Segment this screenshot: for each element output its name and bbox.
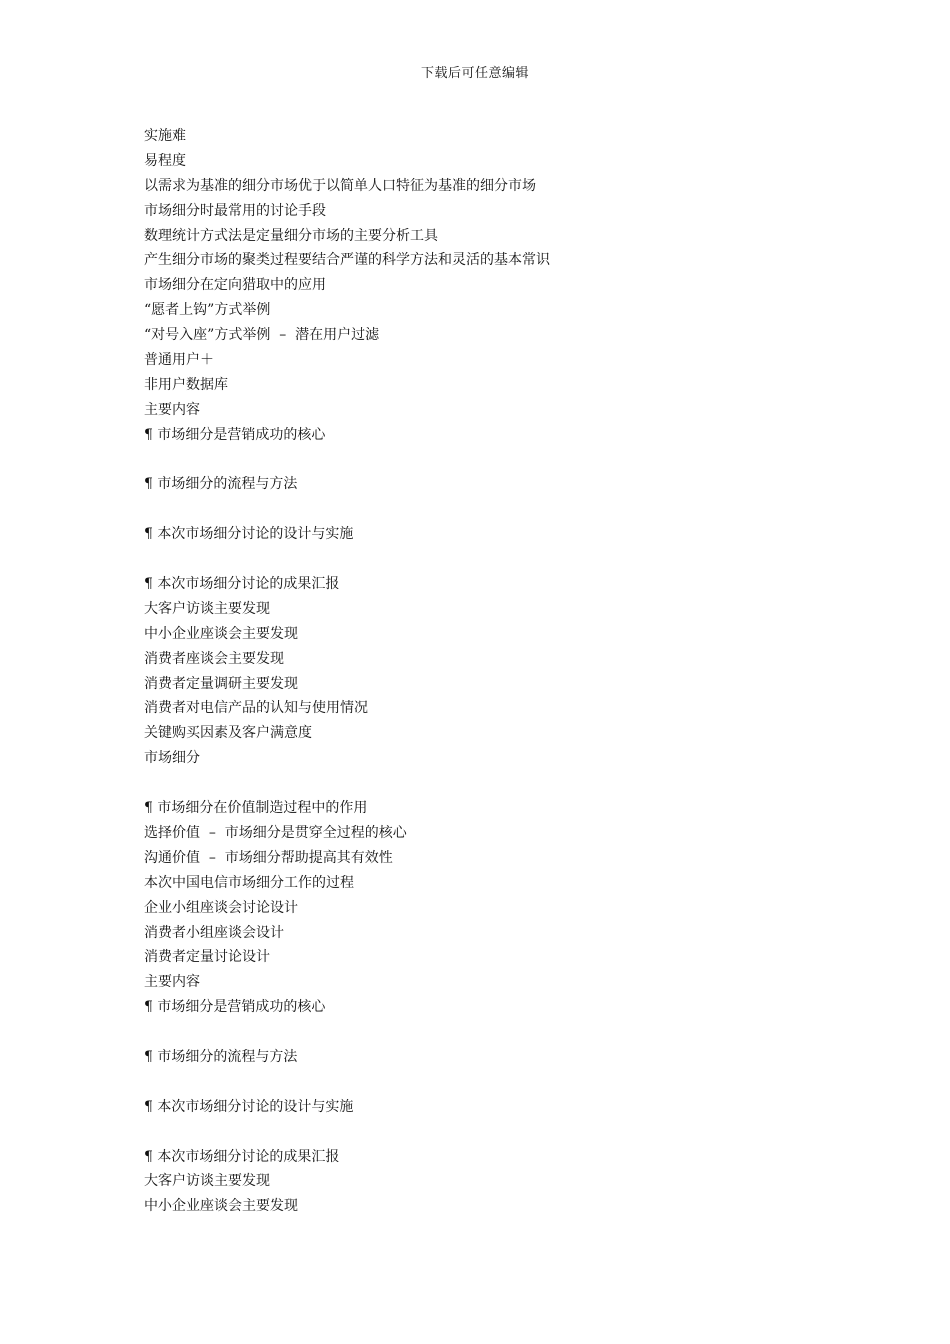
text-line: 消费者小组座谈会设计 xyxy=(144,924,284,941)
page-header: 下载后可任意编辑 xyxy=(420,66,529,81)
text-line: ¶ 本次市场细分讨论的成果汇报 xyxy=(144,576,340,593)
text-line: 大客户访谈主要发现 xyxy=(144,1173,270,1190)
text-line: 实施难 xyxy=(144,128,186,144)
text-line: 消费者定量讨论设计 xyxy=(144,949,270,966)
text-line: 市场细分 xyxy=(144,750,200,767)
text-line: 主要内容 xyxy=(144,974,200,991)
text-line: 消费者对电信产品的认知与使用情况 xyxy=(144,700,368,717)
text-line: “愿者上钩”方式举例 xyxy=(144,302,271,319)
text-line xyxy=(144,448,844,473)
text-line xyxy=(144,1120,844,1145)
text-line: ¶ 本次市场细分讨论的成果汇报 xyxy=(144,1148,340,1165)
text-line xyxy=(144,547,844,572)
text-line: ¶ 市场细分在价值制造过程中的作用 xyxy=(144,800,368,817)
text-line xyxy=(144,497,844,522)
text-line: 市场细分时最常用的讨论手段 xyxy=(144,202,326,219)
text-line: 非用户数据库 xyxy=(144,376,228,393)
text-line: 沟通价值 – 市场细分帮助提高其有效性 xyxy=(144,849,393,866)
text-line: ¶ 市场细分是营销成功的核心 xyxy=(144,999,326,1016)
text-line: ¶ 市场细分是营销成功的核心 xyxy=(144,426,326,443)
text-line: 选择价值 – 市场细分是贯穿全过程的核心 xyxy=(144,824,407,841)
text-line xyxy=(144,1020,844,1045)
text-line: 企业小组座谈会讨论设计 xyxy=(144,899,298,916)
text-line: 本次中国电信市场细分工作的过程 xyxy=(144,874,354,891)
text-line xyxy=(144,771,844,796)
text-line: 消费者定量调研主要发现 xyxy=(144,675,298,692)
document-body xyxy=(144,124,844,1219)
text-line: 产生细分市场的聚类过程要结合严谨的科学方法和灵活的基本常识 xyxy=(144,252,550,269)
text-line: ¶ 市场细分的流程与方法 xyxy=(144,1048,298,1065)
text-line: 市场细分在定向猎取中的应用 xyxy=(144,277,326,294)
text-line: 主要内容 xyxy=(144,401,200,418)
text-line: 以需求为基准的细分市场优于以简单人口特征为基准的细分市场 xyxy=(144,177,536,194)
text-line: ¶ 本次市场细分讨论的设计与实施 xyxy=(144,526,354,543)
text-line: “对号入座”方式举例 – 潜在用户过滤 xyxy=(144,327,380,344)
text-line: ¶ 本次市场细分讨论的设计与实施 xyxy=(144,1098,354,1115)
text-line: ¶ 市场细分的流程与方法 xyxy=(144,476,298,493)
text-line: 消费者座谈会主要发现 xyxy=(144,650,284,667)
text-line: 普通用户＋ xyxy=(144,352,214,369)
text-line: 中小企业座谈会主要发现 xyxy=(144,625,298,642)
text-line: 易程度 xyxy=(144,152,186,169)
text-line: 大客户访谈主要发现 xyxy=(144,600,270,617)
text-line: 数理统计方式法是定量细分市场的主要分析工具 xyxy=(144,227,438,244)
text-line: 关键购买因素及客户满意度 xyxy=(144,725,312,742)
text-line xyxy=(144,1070,844,1095)
text-line: 中小企业座谈会主要发现 xyxy=(144,1198,298,1215)
